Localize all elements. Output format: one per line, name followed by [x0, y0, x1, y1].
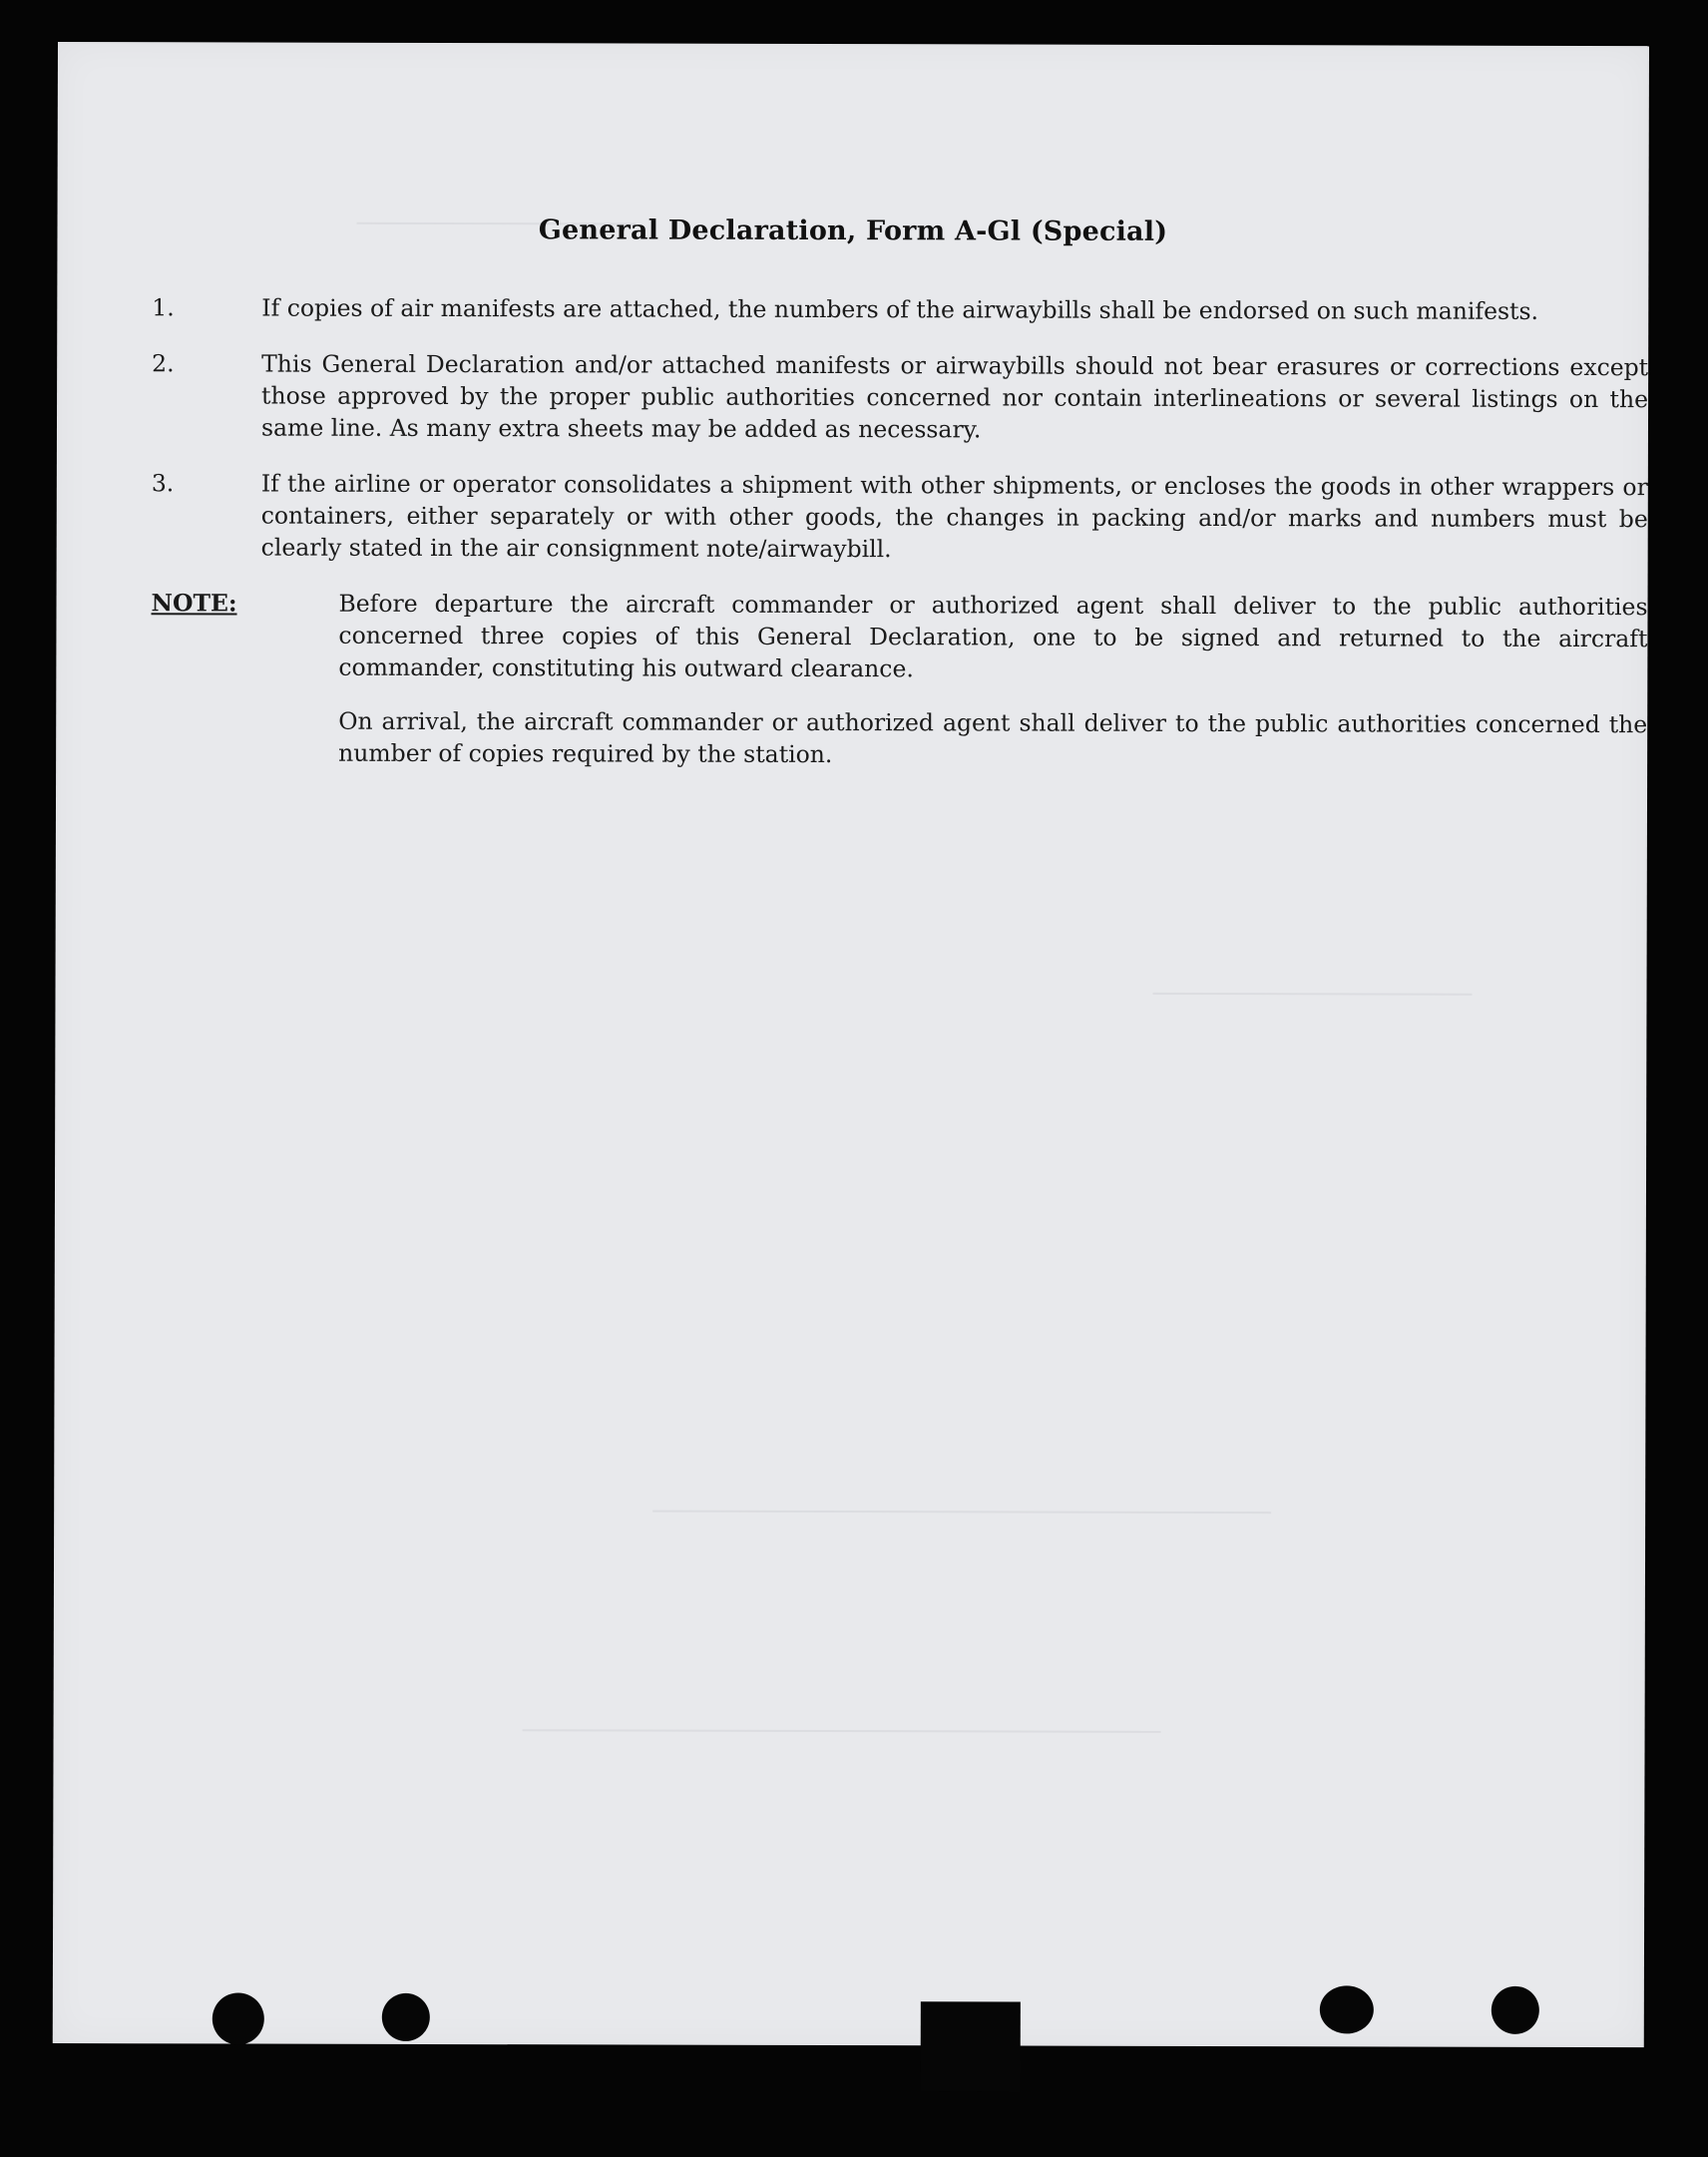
note-paragraph-2	[338, 705, 1647, 772]
bleed-through-mark	[523, 1729, 1161, 1733]
punch-hole	[1492, 1986, 1539, 2034]
punch-hole	[213, 1992, 264, 2044]
torn-tab	[921, 2001, 1021, 2091]
item-text: This General Declaration and/or attached manifests or airwaybills should not bear erasures or corrections except those approved by the proper public authorities concerned nor contain interlineations or several listings on the same line. As many extra sheets may be added as necessary.	[260, 349, 1649, 444]
item-text: If copies of air manifests are attached, the numbers of the airwaybills shall be endorsed on such manifests.	[261, 293, 1539, 325]
note-paragraph-2-text: On arrival, the aircraft commander or authorized agent shall deliver to the public authorities concerned the number of copies required by the station.	[338, 706, 1648, 769]
note-section	[151, 587, 1648, 810]
paper-sheet	[53, 42, 1649, 2047]
instruction-item-1	[152, 291, 1618, 335]
bleed-through-mark	[652, 1510, 1271, 1514]
note-paragraph-1-text: Before departure the aircraft commander or authorized agent shall deliver to the public authorities concerned three copies of this General Declaration, one to be signed and returned to the aircraft commander, constituting his outward clearance.	[338, 589, 1648, 683]
note-label: NOTE:	[151, 589, 237, 618]
note-paragraph-1	[338, 588, 1647, 686]
item-number: 2.	[152, 349, 175, 378]
item-text: If the airline or operator consolidates a shipment with other shipments, or encloses the goods in other wrappers or containers, either separately or with other goods, the changes in packing and/or marks and numbers must be clearly stated in the air consignment note/airwaybill.	[260, 469, 1648, 564]
item-number: 3.	[151, 469, 175, 498]
instruction-item-3	[151, 467, 1648, 571]
bleed-through-mark	[1153, 993, 1473, 996]
punch-hole	[382, 1993, 430, 2041]
instruction-item-2	[152, 347, 1649, 451]
punch-hole	[1320, 1985, 1374, 2033]
document-title: General Declaration, Form A-Gl (Special)	[538, 215, 1168, 247]
item-number: 1.	[152, 293, 175, 322]
